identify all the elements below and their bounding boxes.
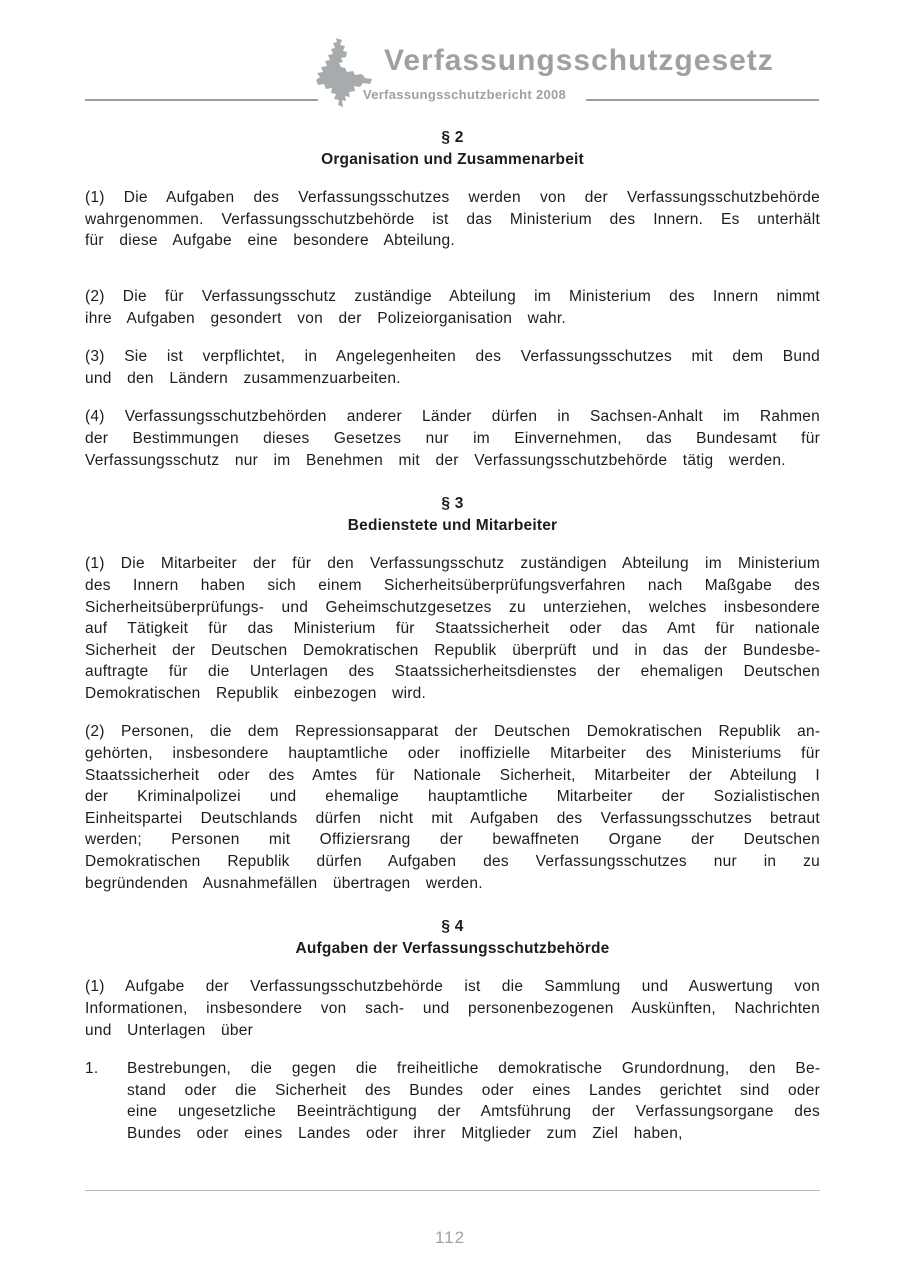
section-heading [85,127,820,170]
header-rule-right [586,99,819,101]
document-subtitle: Verfassungsschutzbericht 2008 [363,87,567,102]
section-number: § 2 [441,129,464,146]
paragraph: (1) Aufgabe der Verfassungsschutzbehörde ist die Sammlung und Auswertung von Informationen, insbesondere von sach- und personenbezogenen Auskünften, Nachrichten und Unterlagen über [85,978,820,1039]
page-number: 112 [434,1228,466,1247]
section-number: § 3 [441,495,464,513]
section-heading [85,916,820,959]
paragraph: (1) Die Aufgaben des Verfassungsschutzes werden von der Verfassungsschutzbehörde wahrgenommen. Verfassungsschutzbehörde ist das Ministerium des Innern. Es unterhält für diese Aufgabe eine besondere Abteilung. [85,189,820,250]
paragraph: (1) Die Mitarbeiter der für den Verfassungsschutz zuständigen Abteilung im Ministerium des Innern haben sich einem Sicherheitsüberprüfungsverfahren nach Maßgabe des Sicherheitsüberprüfungs- und Geheimschutzgesetzes zu unterziehen, welches insbesondere auf Tätigkeit für das Ministerium für Staatssicherheit oder das Amt für nationale Sicherheit der Deutschen Demokratischen Republik überprüft und in das der Bundesbeauftragte für die Unterlagen des Staatssicherheitsdienstes der ehemaligen Deutschen Demokratischen Republik einbezogen wird. [85,555,820,702]
list-item-number: 1. [85,1060,99,1078]
section-heading [85,493,820,536]
section-title: Organisation und Zusammenarbeit [321,150,584,168]
list-item [85,1058,820,1144]
section-title: Aufgaben der Verfassungsschutzbehörde [295,939,610,957]
paragraph: (3) Sie ist verpflichtet, in Angelegenheiten des Verfassungsschutzes mit dem Bund und den Ländern zusammenzuarbeiten. [85,348,820,387]
paragraph: (2) Personen, die dem Repressionsapparat der Deutschen Demokratischen Republik angehörten, insbesondere hauptamtliche oder inoffizielle Mitarbeiter des Ministeriums für Staatssicherheit oder des Amtes für Nationale Sicherheit, Mitarbeiter der Abteilung I der Kriminalpolizei und ehemalige hauptamtliche Mitarbeiter der Sozialistischen Einheitspartei Deutschlands dürfen nicht mit Aufgaben des Verfassungsschutzes betraut werden; Personen mit Offiziersrang der bewaffneten Organe der Deutschen Demokratischen Republik dürfen Aufgaben des Verfassungsschutzes nur in zu begründenden Ausnahmefällen übertragen werden. [85,723,820,892]
paragraph: (4) Verfassungsschutzbehörden anderer Länder dürfen in Sachsen-Anhalt im Rahmen der Bestimmungen dieses Gesetzes nur im Einvernehmen, das Bundesamt für Verfassungsschutz nur im Benehmen mit der Verfassungsschutzbehörde tätig werden. [85,408,820,469]
section-number: § 4 [441,918,464,936]
page-content [85,118,820,1145]
section-title: Bedienstete und Mitarbeiter [347,516,558,534]
list-item-text: Bestrebungen, die gegen die freiheitliche demokratische Grundordnung, den Bestand oder die Sicherheit des Bundes oder eines Landes gerichtet sind oder eine ungesetzliche Beeinträchtigung der Amtsführung der Verfassungsorgane des Bundes oder eines Landes oder ihrer Mitglieder zum Ziel haben, [127,1060,820,1142]
header-rule-left [85,99,318,101]
footer-rule [85,1190,820,1191]
paragraph: (2) Die für Verfassungsschutz zuständige Abteilung im Ministerium des Innern nimmt ihre Aufgaben gesondert von der Polizeiorganisation wahr. [85,287,820,327]
document-title: Verfassungsschutzgesetz [384,44,774,77]
